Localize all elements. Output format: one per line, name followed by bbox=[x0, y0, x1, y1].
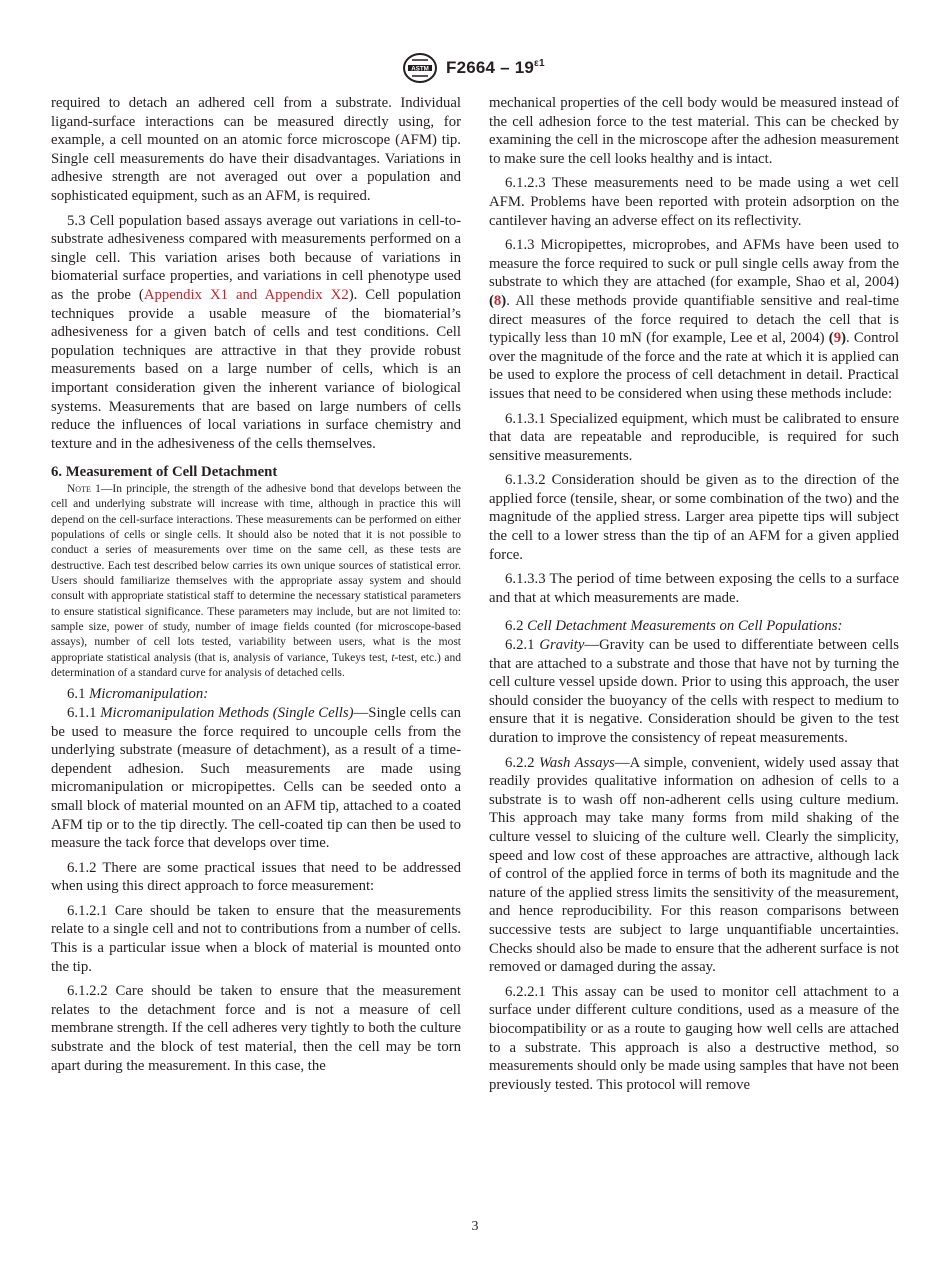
section-6-1-1 bbox=[51, 704, 461, 853]
section-6-1 bbox=[51, 685, 461, 704]
section-6-1-3-text-b: . All these methods provide quantifiable sensitive and real-time direct measures of the force required to detach the cell that is typically less than 10 mN (for example, Lee et al, 2004) bbox=[489, 292, 899, 347]
section-6-2-2-1: 6.2.2.1 This assay can be used to monitor cell attachment to a surface under different culture conditions, used as a measure of the biocompatibility or as a route to gauging how well cells are attached to a substrate. This approach is also a destructive method, so measurements should only be made using samples that have not been previously tested. This protocol will remove bbox=[489, 983, 899, 1093]
section-6-2-title: Cell Detachment Measurements on Cell Populations: bbox=[527, 618, 843, 635]
section-6-1-3-1: 6.1.3.1 Specialized equipment, which must be calibrated to ensure that data are repeatable and reproducible, is required for such sensitive measurements. bbox=[489, 410, 899, 464]
section-6-2-1 bbox=[489, 636, 899, 748]
note-1 bbox=[51, 482, 461, 681]
section-6-2-2-title: Wash Assays bbox=[539, 754, 615, 771]
section-6-1-3 bbox=[489, 236, 899, 403]
section-6-1-3-text-c: . Control over the magnitude of the force and the rate at which it is applied can be used to explore the process of cell detachment in detail. Practical issues that need to be considered when using these methods include: bbox=[489, 330, 899, 402]
standard-number bbox=[446, 58, 545, 78]
paragraph-continued: required to detach an adhered cell from a substrate. Individual ligand-surface interactions can be measured directly using, for example, a cell mounted on an atomic force microscope (AFM) tip. Single cell measurements do have their disadvantages. Variations in adhesive strength are not averaged out over a population and sophisticated equipment, such as an AFM, is required. bbox=[51, 95, 461, 204]
section-6-2-1-number: 6.2.1 bbox=[505, 637, 540, 654]
right-column bbox=[489, 94, 899, 1100]
standard-number-text: F2664 – 19 bbox=[446, 58, 535, 77]
reference-9-link[interactable]: 9 bbox=[833, 330, 842, 347]
section-6-2-2-number: 6.2.2 bbox=[505, 754, 539, 771]
paragraph-5-3-text-a: 5.3 Cell population based assays average out variations in cell-to-substrate adhesiveness compared with measurements performed on a single cell. This variation arises both because of variations in biomaterial surface properties, and variations in cell phenotype used as the probe ( bbox=[51, 212, 461, 303]
note-text-b: -test, etc.) and determination of a standard curve for analysis of detached cells. bbox=[51, 651, 462, 679]
ref-8-open: ( bbox=[489, 292, 494, 309]
section-6-2 bbox=[489, 617, 899, 636]
section-6-2-1-text: —Gravity can be used to differentiate between cells that are attached to a substrate and those that have not by turning the cell culture vessel upside down. Prior to using this approach, the user should consider the buoyancy of the cells with respect to medium to ensure that it is negative. Consideration should be given to the test duration to improve the consistency of repeat measurements. bbox=[489, 637, 899, 746]
section-6-2-2 bbox=[489, 754, 899, 977]
left-column bbox=[51, 94, 461, 1081]
section-6-1-title: Micromanipulation: bbox=[89, 686, 209, 703]
note-label: Note 1 bbox=[67, 482, 101, 495]
note-text-a: —In principle, the strength of the adhesive bond that develops between the cell and underlying substrate will increase with time, although in practice this will depend on the cell-surface interactions. These measurements can be performed on either populations of cells or single cells. It should also be noted that it is not possible to conduct a series of measurements over time on the same cell, as these tests are destructive. Each test described below carries its own unique sources of statistical error. Users should familiarize themselves with the appropriate assay system and should consult with appropriate statistical staff to determine the necessary statistical parameters to ensure statistical significance. These parameters may include, but are not limited to: sample size, power of study, number of image fields counted (for microscope-based assays), number of cell lots tested, variability between users, what is the most appropriate statistical analysis (that is, analysis of variance, Tukeys test, bbox=[51, 482, 461, 664]
astm-logo-icon bbox=[402, 52, 438, 84]
note-t-italic: t bbox=[391, 651, 395, 664]
section-6-1-3-3: 6.1.3.3 The period of time between exposing the cells to a surface and that at which measurements are made. bbox=[489, 571, 899, 606]
appendix-link[interactable]: Appendix X1 and Appendix X2 bbox=[143, 286, 349, 303]
section-heading-6: 6. Measurement of Cell Detachment bbox=[51, 464, 278, 481]
logo-text: ASTM bbox=[411, 65, 429, 73]
ref-9-close: ) bbox=[841, 330, 846, 347]
section-6-2-2-text: —A simple, convenient, widely used assay that readily provides qualitative information on adhesion of cells to a substrate is to wash off non-adherent cells using culture medium. This approach may take many forms from mild shaking of the culture vessel to sluicing of the culture well. Clearly the simplicity, speed and low cost of these approaches are attractive, although lack of control of the applied force in terms of both its magnitude and the nature of the applied stress limits the sensitivity of the measurement, and hence reproducibility. For this reason comparisons between successive tests are subject to large unquantifiable uncertainties. Checks should also be made to ensure that the adherent surface is not removed or damaged during the assay. bbox=[489, 754, 900, 976]
section-6-1-2: 6.1.2 There are some practical issues that need to be addressed when using this direct approach to force measurement: bbox=[51, 859, 461, 895]
paragraph-5-3 bbox=[51, 212, 461, 454]
ref-8-close: ) bbox=[501, 292, 507, 309]
page-number: 3 bbox=[471, 1219, 479, 1234]
section-6-1-2-2: 6.1.2.2 Care should be taken to ensure that the measurement relates to the detachment force and is not a measure of cell membrane strength. If the cell adheres very tightly to both the culture substrate and the block of test material, then the cell may be torn apart during the measurement. In this case, the bbox=[51, 983, 461, 1074]
section-6-1-1-text: —Single cells can be used to measure the force required to uncouple cells from the underlying substrate (measure of detachment), as a result of a time-dependent adhesion. Such measurements are made using micromanipulation or micropipettes. Cells can be seeded onto a small block of material mounted on an AFM tip, attached to a coated AFM tip or to the tip directly. The cell-coated tip can then be used to measure the tack force that develops over time. bbox=[51, 704, 461, 852]
ref-9-open: ( bbox=[828, 330, 834, 347]
section-6-2-number: 6.2 bbox=[505, 618, 528, 635]
section-6-1-2-3: 6.1.2.3 These measurements need to be made using a wet cell AFM. Problems have been reported with protein adsorption on the cantilever having an adverse effect on its reflectivity. bbox=[489, 175, 899, 229]
section-6-1-1-title: Micromanipulation Methods (Single Cells) bbox=[100, 704, 354, 721]
section-6-1-3-text-a: 6.1.3 Micropipettes, microprobes, and AFMs have been used to measure the force required to suck or pull single cells away from the substrate to which they are attached (for example, Shao et al, 2004) bbox=[489, 237, 899, 291]
edition-superscript: ε1 bbox=[534, 58, 545, 69]
paragraph-continued-right: mechanical properties of the cell body would be measured instead of the cell adhesion force to the test material. This can be checked by examining the cell in the microscope after the adhesion measurement to make sure the cell looks healthy and is intact. bbox=[489, 95, 899, 167]
section-6-1-2-1: 6.1.2.1 Care should be taken to ensure that the measurements relate to a single cell and not to contributions from a number of cells. This is a particular issue when a block of material is mounted onto the tip. bbox=[51, 902, 461, 975]
section-6-1-1-number: 6.1.1 bbox=[67, 704, 101, 721]
section-6-1-3-2: 6.1.3.2 Consideration should be given as to the direction of the applied force (tensile, shear, or some combination of the two) and the magnitude of the applied stress. Larger area pipette tips will subject the cell to a lower stress than the tip of an AFM for a given applied force. bbox=[489, 472, 899, 563]
section-6-2-1-title: Gravity bbox=[539, 637, 585, 654]
paragraph-5-3-text-b: ). Cell population techniques provide a usable measure of the biomaterial’s adhesiveness for a given batch of cells and test conditions. Cell population techniques are attractive in that they provide robust measurements based on a large number of cells, which is an important consideration given the inherent variance of biological systems. Measurements that are based on large numbers of cells reduce the influences of local variations in surface chemistry and texture and in the adhesiveness of the cells themselves. bbox=[51, 286, 461, 452]
section-6-1-number: 6.1 bbox=[67, 686, 90, 703]
reference-8-link[interactable]: 8 bbox=[493, 292, 502, 309]
page-header bbox=[0, 52, 950, 86]
